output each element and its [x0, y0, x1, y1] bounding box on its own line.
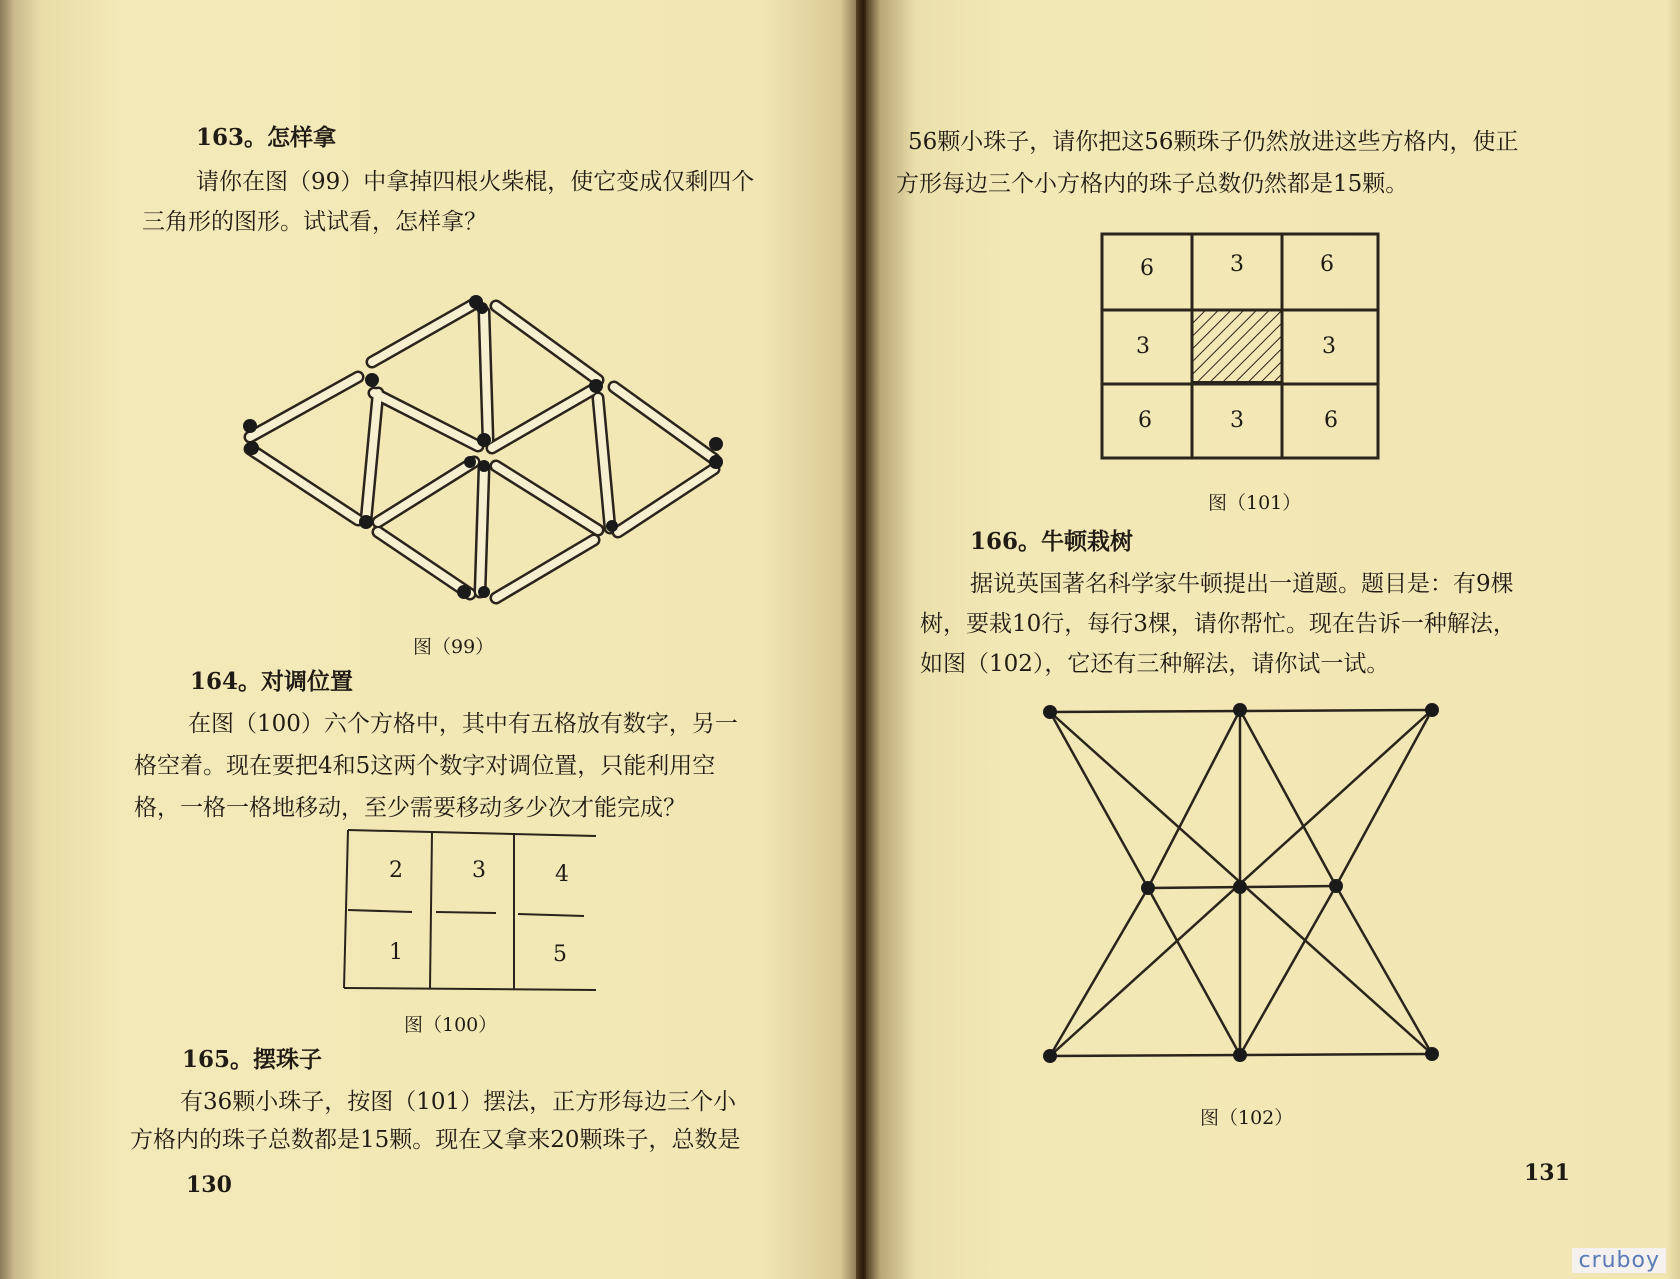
grid-100-cell-4: 1 — [389, 940, 403, 965]
grid-101-cell-6: 3 — [1322, 334, 1336, 359]
puzzle-165-title: 165。摆珠子 — [182, 1046, 323, 1073]
grid-101-cell-9: 6 — [1324, 408, 1338, 433]
grid-101-cell-7: 6 — [1138, 408, 1152, 433]
figure-99-matchsticks — [230, 280, 740, 610]
puzzle-163-text-line-1: 请你在图（99）中拿掉四根火柴棍，使它变成仅剩四个 — [196, 169, 755, 195]
puzzle-166-text-line-2: 树，要栽10行，每行3棵，请你帮忙。现在告诉一种解法， — [920, 611, 1516, 637]
puzzle-166-text-line-3: 如图（102），它还有三种解法，请你试一试。 — [920, 651, 1390, 677]
right-page — [866, 0, 1680, 1279]
figure-99-caption: 图（99） — [413, 636, 495, 658]
puzzle-164-title: 164。对调位置 — [190, 668, 354, 695]
puzzle-164-text-line-3: 格，一格一格地移动，至少需要移动多少次才能完成？ — [134, 795, 686, 821]
puzzle-165-text-line-3: 56颗小珠子，请你把这56颗珠子仍然放进这些方格内，使正 — [908, 129, 1519, 155]
grid-100-cell-1: 2 — [389, 858, 403, 883]
grid-101-cell-2: 3 — [1230, 252, 1244, 277]
puzzle-165-text-line-2: 方格内的珠子总数都是15颗。现在又拿来20颗珠子，总数是 — [130, 1127, 741, 1153]
puzzle-164-text-line-2: 格空着。现在要把4和5这两个数字对调位置，只能利用空 — [134, 753, 716, 779]
puzzle-164-text-line-1: 在图（100）六个方格中，其中有五格放有数字，另一 — [188, 711, 738, 737]
grid-100-cell-6: 5 — [553, 942, 567, 967]
puzzle-165-text-line-1: 有36颗小珠子，按图（101）摆法，正方形每边三个小 — [180, 1089, 737, 1115]
grid-101-cell-8: 3 — [1230, 408, 1244, 433]
grid-100-cell-2: 3 — [472, 858, 486, 883]
figure-102-caption: 图（102） — [1200, 1107, 1294, 1129]
puzzle-166-title: 166。牛顿栽树 — [970, 528, 1134, 555]
puzzle-163-title: 163。怎样拿 — [196, 124, 337, 151]
puzzle-166-text-line-1: 据说英国著名科学家牛顿提出一道题。题目是：有9棵 — [970, 571, 1514, 597]
grid-101-cell-4: 3 — [1136, 334, 1150, 359]
page-number-left: 130 — [186, 1172, 232, 1198]
grid-100-cell-3: 4 — [555, 862, 569, 887]
figure-101-caption: 图（101） — [1208, 492, 1302, 514]
figure-100-grid — [340, 826, 600, 996]
grid-101-cell-3: 6 — [1320, 252, 1334, 277]
figure-100-caption: 图（100） — [404, 1014, 498, 1036]
figure-102-tree-diagram — [1036, 700, 1446, 1070]
puzzle-163-text-line-2: 三角形的图形。试试看，怎样拿？ — [142, 209, 487, 235]
watermark: cruboy — [1572, 1248, 1666, 1273]
page-number-right: 131 — [1524, 1160, 1570, 1186]
grid-101-cell-1: 6 — [1140, 256, 1154, 281]
puzzle-165-text-line-4: 方形每边三个小方格内的珠子总数仍然都是15颗。 — [896, 171, 1409, 197]
